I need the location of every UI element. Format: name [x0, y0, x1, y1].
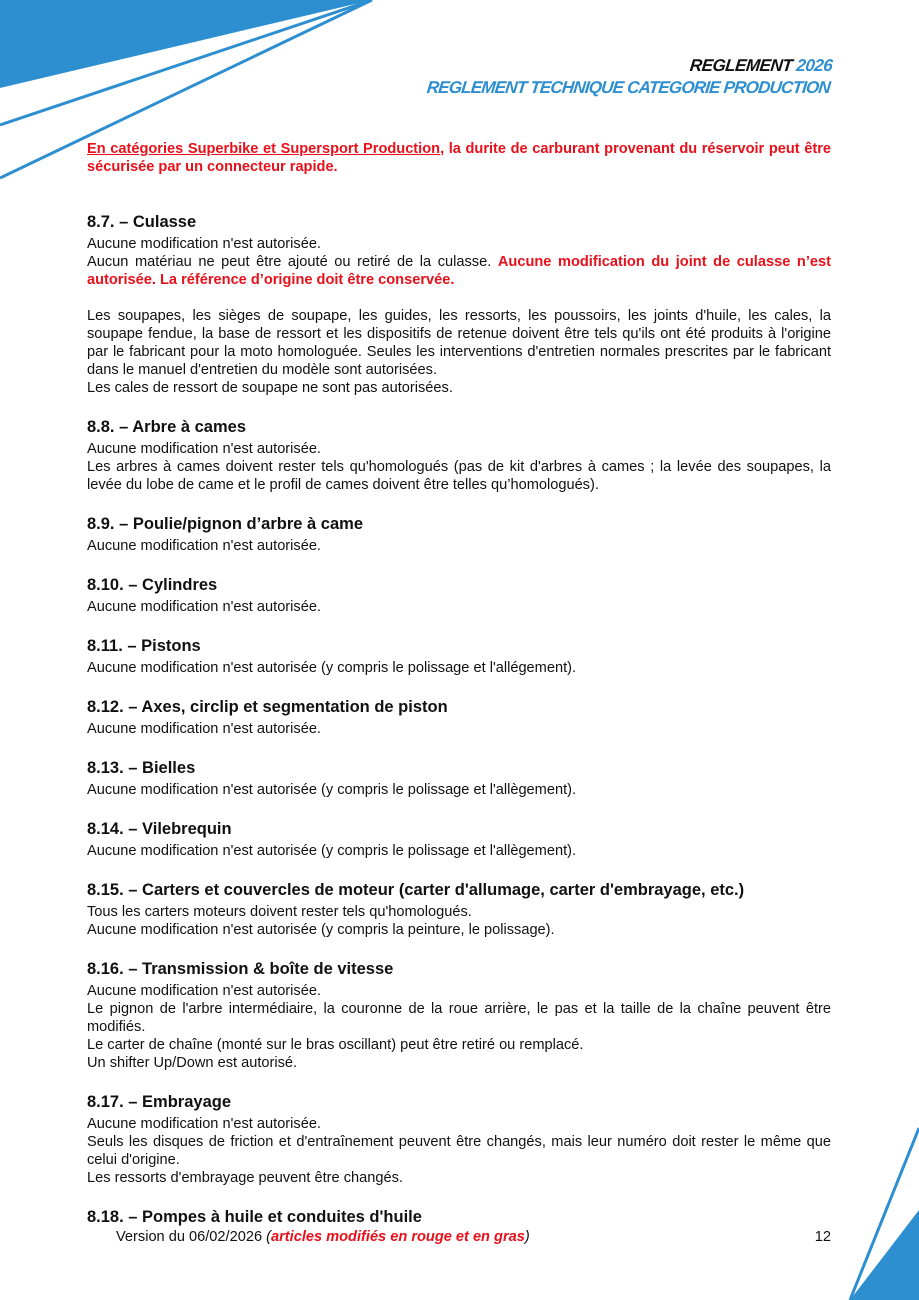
section-8-11: [87, 636, 831, 677]
section-8-8: [87, 417, 831, 494]
section-title: 8.15. – Carters et couvercles de moteur (carter d'allumage, carter d'embrayage, etc.): [87, 881, 745, 899]
section-line: Aucune modification n'est autorisée (y compris la peinture, le polissage).: [87, 922, 555, 938]
section-paragraph: Les soupapes, les sièges de soupape, les guides, les ressorts, les poussoirs, les joints d'huile, les cales, la soupape fendue, la base de ressort et les dispositifs de retenue doivent être tels qu'ils ont été produits à l'origine par le fabricant pour la moto homologuée. Seules les interventions d'entretien normales prescrites par le fabricant dans le manuel d'entretien du modèle sont autorisées.: [87, 308, 831, 378]
section-8-7: [87, 212, 831, 397]
section-title: 8.14. – Vilebrequin: [87, 820, 232, 838]
footer-version-text: Version du 06/02/2026: [116, 1229, 267, 1245]
section-8-16: [87, 959, 831, 1072]
section-title: 8.9. – Poulie/pignon d’arbre à came: [87, 515, 364, 533]
section-line: [87, 253, 831, 289]
section-line-red-text: Aucune modification du joint de culasse n’est autorisée. La référence d’origine doit être conservée.: [87, 254, 831, 288]
section-8-13: [87, 758, 831, 799]
header-title-year: 2026: [795, 56, 834, 75]
section-title: 8.13. – Bielles: [87, 759, 196, 777]
header-title-word: REGLEMENT: [688, 56, 794, 75]
section-line: Aucune modification n'est autorisée.: [87, 236, 321, 252]
section-title: 8.16. – Transmission & boîte de vitesse: [87, 960, 394, 978]
section-line: Aucune modification n'est autorisée (y compris le polissage et l'allègement).: [87, 782, 577, 798]
section-title: 8.10. – Cylindres: [87, 576, 218, 594]
section-8-18: [87, 1207, 831, 1227]
intro-underlined-text: En catégories Superbike et Supersport Production: [87, 141, 441, 157]
document-header: [426, 56, 834, 98]
section-line: Seuls les disques de friction et d'entraînement peuvent être changés, mais leur numéro doit rester le même que celui d'origine.: [87, 1134, 831, 1168]
section-line: Aucune modification n'est autorisée.: [87, 1116, 321, 1132]
section-line: Aucune modification n'est autorisée.: [87, 441, 321, 457]
section-line: Le pignon de l'arbre intermédiaire, la couronne de la roue arrière, le pas et la taille de la chaîne peuvent être modifiés.: [87, 1001, 831, 1035]
section-title: 8.17. – Embrayage: [87, 1093, 232, 1111]
section-line: Aucune modification n'est autorisée.: [87, 721, 321, 737]
section-line: Un shifter Up/Down est autorisé.: [87, 1055, 298, 1071]
section-title: 8.7. – Culasse: [87, 213, 197, 231]
section-line: Aucune modification n'est autorisée.: [87, 599, 321, 615]
section-line-text: Aucun matériau ne peut être ajouté ou retiré de la culasse.: [87, 254, 498, 270]
section-8-9: [87, 514, 831, 555]
section-line: Aucune modification n'est autorisée.: [87, 538, 321, 554]
footer-note: articles modifiés en rouge et en gras: [271, 1229, 525, 1245]
section-line: Tous les carters moteurs doivent rester tels qu'homologués.: [87, 904, 472, 920]
section-8-15: [87, 880, 831, 939]
section-line: Le carter de chaîne (monté sur le bras oscillant) peut être retiré ou remplacé.: [87, 1037, 584, 1053]
section-line: Aucune modification n'est autorisée (y compris le polissage et l'allégement).: [87, 660, 577, 676]
page-number: 12: [814, 1229, 831, 1245]
footer-paren-open: (: [266, 1229, 271, 1245]
intro-red-text: , la durite de carburant provenant du réservoir peut être sécurisée par un connecteur rapide.: [87, 141, 831, 175]
section-8-17: [87, 1092, 831, 1187]
footer-version: [116, 1228, 530, 1246]
section-title: 8.11. – Pistons: [87, 637, 201, 655]
footer-paren-close: ): [524, 1229, 530, 1245]
section-title: 8.8. – Arbre à cames: [87, 418, 246, 436]
header-title: [428, 56, 833, 76]
section-line: Les arbres à cames doivent rester tels qu'homologués (pas de kit d'arbres à cames ; la levée des soupapes, la levée du lobe de came et le profil de cames doivent être telles qu’homologués).: [87, 459, 831, 493]
intro-paragraph: [87, 140, 831, 176]
section-line: Aucune modification n'est autorisée.: [87, 983, 321, 999]
section-title: 8.18. – Pompes à huile et conduites d'huile: [87, 1208, 422, 1226]
section-8-12: [87, 697, 831, 738]
section-8-10: [87, 575, 831, 616]
section-line: Aucune modification n'est autorisée (y compris le polissage et l'allègement).: [87, 843, 577, 859]
header-subtitle: REGLEMENT TECHNIQUE CATEGORIE PRODUCTION: [425, 78, 831, 97]
section-line: Les ressorts d'embrayage peuvent être changés.: [87, 1170, 403, 1186]
document-body: [87, 140, 831, 1230]
section-8-14: [87, 819, 831, 860]
section-title: 8.12. – Axes, circlip et segmentation de piston: [87, 698, 448, 716]
section-line: Les cales de ressort de soupape ne sont pas autorisées.: [87, 380, 453, 396]
